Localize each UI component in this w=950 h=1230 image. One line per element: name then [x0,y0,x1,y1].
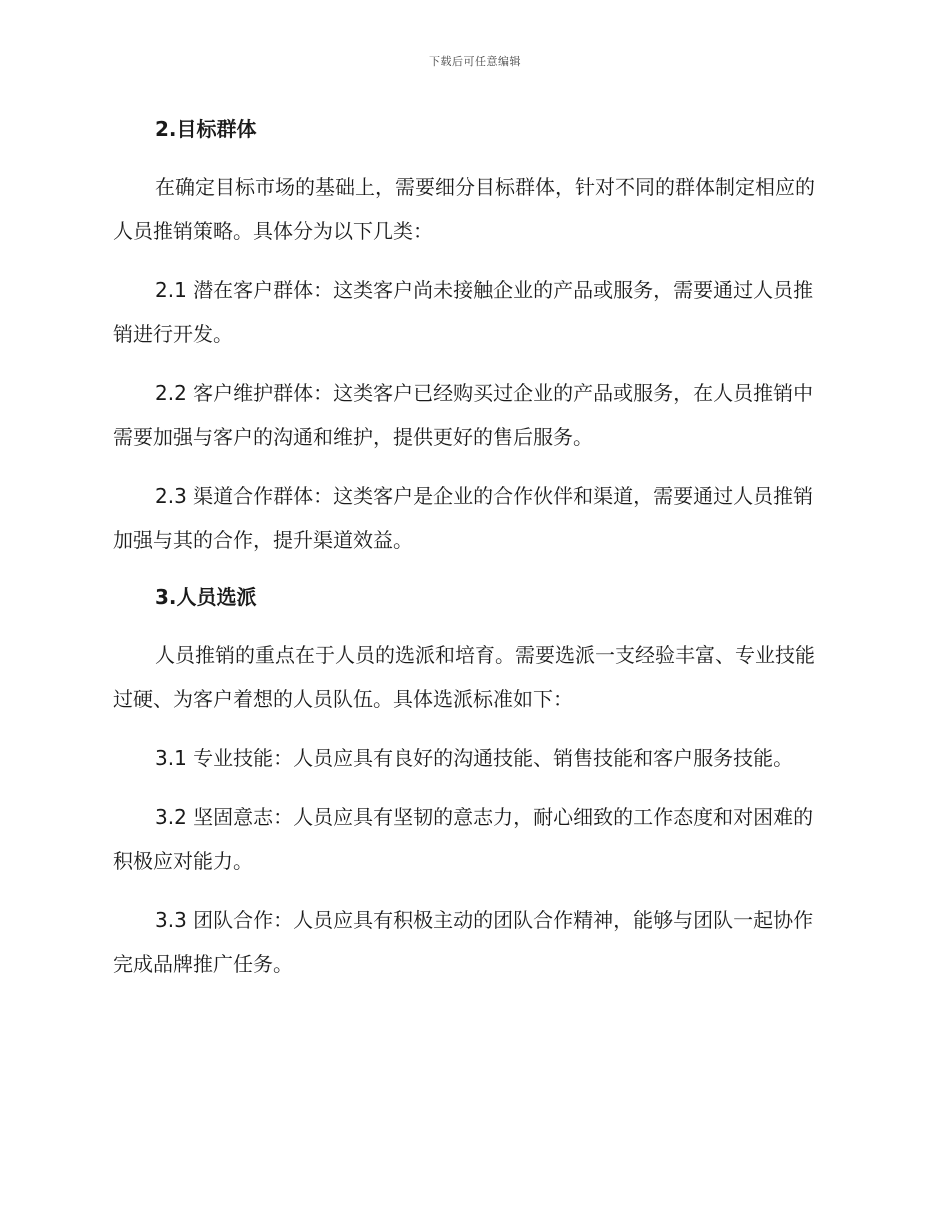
section-intro-staff-selection: 人员推销的重点在于人员的选派和培育。需要选派一支经验丰富、专业技能过硬、为客户着想的人员队伍。具体选派标准如下： [113,643,815,711]
section-heading-staff-selection: 3.人员选派 [155,585,257,609]
list-item-strong-will: 3.2 坚固意志：人员应具有坚韧的意志力，耐心细致的工作态度和对困难的积极应对能力。 [113,805,814,873]
document-body [113,109,829,986]
list-item-customer-maintenance: 2.2 客户维护群体：这类客户已经购买过企业的产品或服务，在人员推销中需要加强与客户的沟通和维护，提供更好的售后服务。 [113,381,814,449]
list-item-teamwork: 3.3 团队合作：人员应具有积极主动的团队合作精神，能够与团队一起协作完成品牌推广任务。 [113,908,814,976]
section-heading-target-groups: 2.目标群体 [155,117,257,141]
section-intro-target-groups: 在确定目标市场的基础上，需要细分目标群体，针对不同的群体制定相应的人员推销策略。具体分为以下几类： [113,175,815,243]
page-header-note: 下载后可任意编辑 [429,55,521,68]
list-item-channel-partners: 2.3 渠道合作群体：这类客户是企业的合作伙伴和渠道，需要通过人员推销加强与其的合作，提升渠道效益。 [113,484,814,552]
list-item-potential-customers: 2.1 潜在客户群体：这类客户尚未接触企业的产品或服务，需要通过人员推销进行开发。 [113,278,814,346]
list-item-professional-skills: 3.1 专业技能：人员应具有良好的沟通技能、销售技能和客户服务技能。 [155,746,794,770]
